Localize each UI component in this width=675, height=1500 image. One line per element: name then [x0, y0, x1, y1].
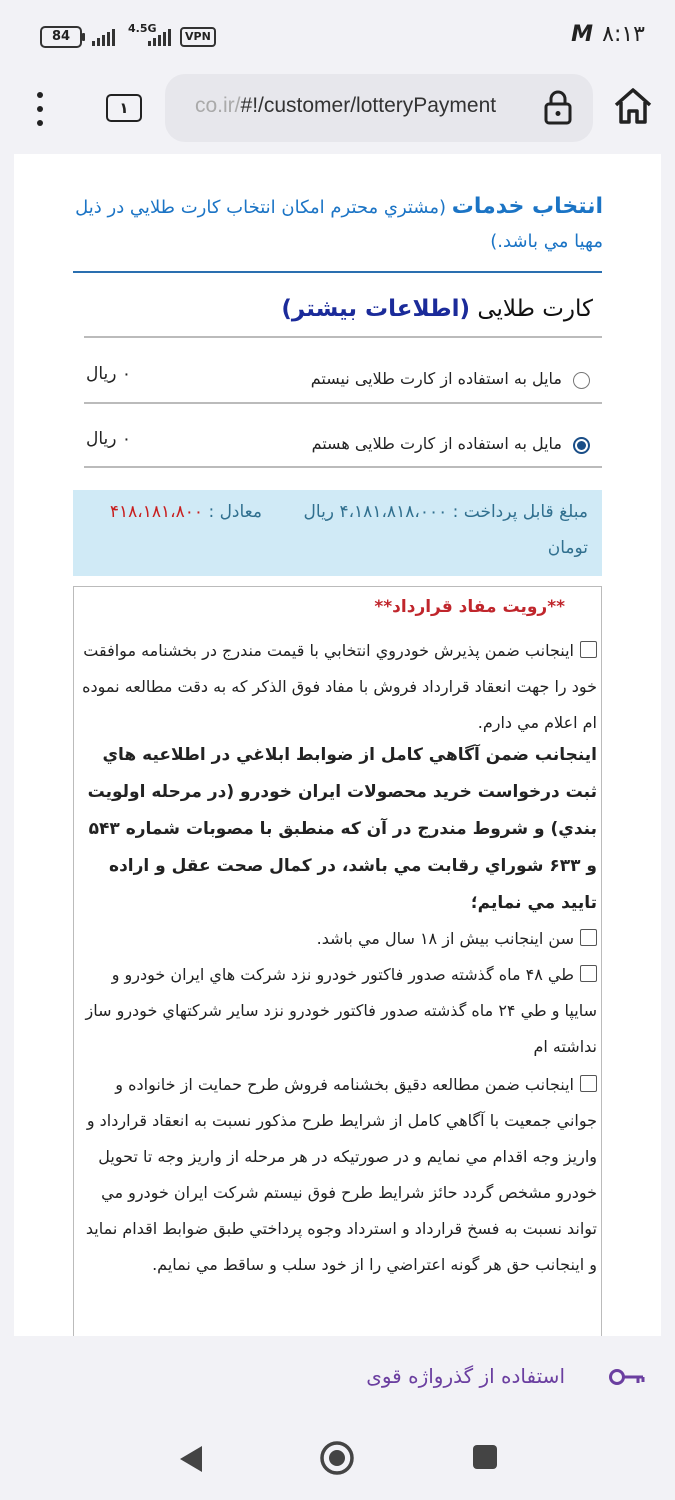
signal-strength-icon — [92, 26, 115, 46]
contract-checkbox-2[interactable] — [580, 929, 597, 946]
option-not-use-gold-card[interactable] — [84, 344, 602, 404]
system-navigation-bar — [0, 1418, 675, 1500]
contract-bold-paragraph: اينجانب ضمن آگاهي كامل از ضوابط ابلاغي در اطلاعيه هاي ثبت درخواست خريد محصولات ايران خودرو (در مرحله اولويت بندي) و شروط مندرج در آن كه منطبق با مصوبات شماره ۵۴۳ و ۶۳۳ شوراي رقابت مي باشد، در كمال صحت عقل و اراده تاييد مي نمايم؛ — [87, 745, 597, 913]
payment-amount: مبلغ قابل پرداخت : ۴،۱۸۱،۸۱۸،۰۰۰ ريال — [303, 502, 588, 522]
recent-apps-icon[interactable] — [473, 1445, 497, 1469]
contract-terms-box[interactable] — [73, 586, 602, 1336]
home-icon[interactable] — [612, 86, 654, 126]
browser-toolbar — [0, 70, 675, 154]
tab-switcher-button[interactable]: ۱ — [106, 94, 142, 122]
network-type-label: 4.5G — [128, 22, 157, 35]
password-suggestion-bar[interactable] — [0, 1336, 675, 1418]
option-price: ۰ ريال — [86, 429, 132, 449]
signal-strength-2-icon — [148, 26, 171, 46]
radio-use[interactable] — [573, 437, 590, 454]
section-title — [73, 190, 603, 259]
divider — [84, 466, 602, 468]
toman-unit: تومان — [547, 538, 588, 558]
vpn-icon: VPN — [180, 27, 216, 47]
option-label: مایل به استفاده از کارت طلایی هستم — [311, 434, 562, 453]
url-text: co.ir/#!/customer/lotteryPayment — [195, 94, 497, 117]
key-icon — [608, 1366, 646, 1388]
payment-equivalent: معادل : ۴۱۸،۱۸۱،۸۰۰ — [109, 502, 262, 522]
contract-item-1: اينجانب ضمن پذيرش خودروي انتخابي با قيمت مندرج در بخشنامه موافقت خود را جهت انعقاد قرارداد فروش با مفاد فوق الذكر كه به دقت مطالعه نموده ام اعلام مي دارم. — [82, 641, 597, 732]
services-heading: انتخاب خدمات — [451, 194, 603, 219]
contract-item-3: طي ۴۸ ماه گذشته صدور فاكتور خودرو نزد شركت هاي ايران خودرو و سايپا و طي ۲۴ ماه گذشته صدور فاكتور خودرو نزد ساير شركتهاي خودرو ساز نداشته ام — [85, 965, 597, 1056]
contract-checkbox-4[interactable] — [580, 1075, 597, 1092]
contract-item-4: اينجانب ضمن مطالعه دقيق بخشنامه فروش طرح حمايت از خانواده و جواني جمعيت با آگاهي كامل از شرايط طرح مذكور نسبت به انعقاد قرارداد و واريز وجه اقدام مي نمايم و در صورتيكه در هر مرحله از واريز وجه تا تحويل خودرو مشخص گردد حائز شرايط طرح فوق نيستم شركت ايران خودرو مي تواند نسبت به فسخ قرارداد و استرداد وجوه پرداختي طبق ضوابط اقدام نمايد و اينجانب حق هر گونه اعتراضي را از خود سلب و ساقط مي نمايم. — [85, 1075, 597, 1274]
back-icon[interactable] — [178, 1444, 204, 1474]
option-price: ۰ ريال — [86, 364, 132, 384]
contract-item-2: سن اينجانب بيش از ۱۸ سال مي باشد. — [77, 921, 597, 957]
contract-checkbox-3[interactable] — [580, 965, 597, 982]
more-menu-icon[interactable] — [30, 88, 50, 134]
contract-checkbox-1[interactable] — [580, 641, 597, 658]
divider — [73, 271, 602, 273]
contract-heading: **رويت مفاد قرارداد** — [374, 597, 565, 617]
divider — [84, 336, 602, 338]
option-label: مایل به استفاده از کارت طلایی نیستم — [310, 369, 562, 388]
web-page — [14, 154, 661, 1336]
more-info-link[interactable]: (اطلاعات بیشتر) — [281, 296, 471, 322]
radio-not-use[interactable] — [573, 372, 590, 389]
status-bar — [0, 0, 675, 70]
battery-icon: 84 — [40, 26, 82, 48]
lock-icon[interactable] — [543, 88, 573, 126]
payment-summary — [73, 490, 602, 576]
clock: ۸:۱۳ — [602, 22, 645, 47]
address-bar[interactable] — [165, 74, 593, 142]
option-use-gold-card[interactable] — [84, 409, 602, 469]
services-subtitle: (مشتري محترم امكان انتخاب كارت طلايي در ذيل مهيا مي باشد.) — [75, 197, 603, 252]
app-notification-icon: M — [571, 22, 593, 47]
gold-card-title: کارت طلایی (اطلاعات بیشتر) — [281, 296, 593, 322]
divider — [84, 402, 602, 404]
home-nav-icon[interactable] — [319, 1440, 355, 1476]
strong-password-label[interactable]: استفاده از گذرواژه قوی — [366, 1364, 565, 1388]
